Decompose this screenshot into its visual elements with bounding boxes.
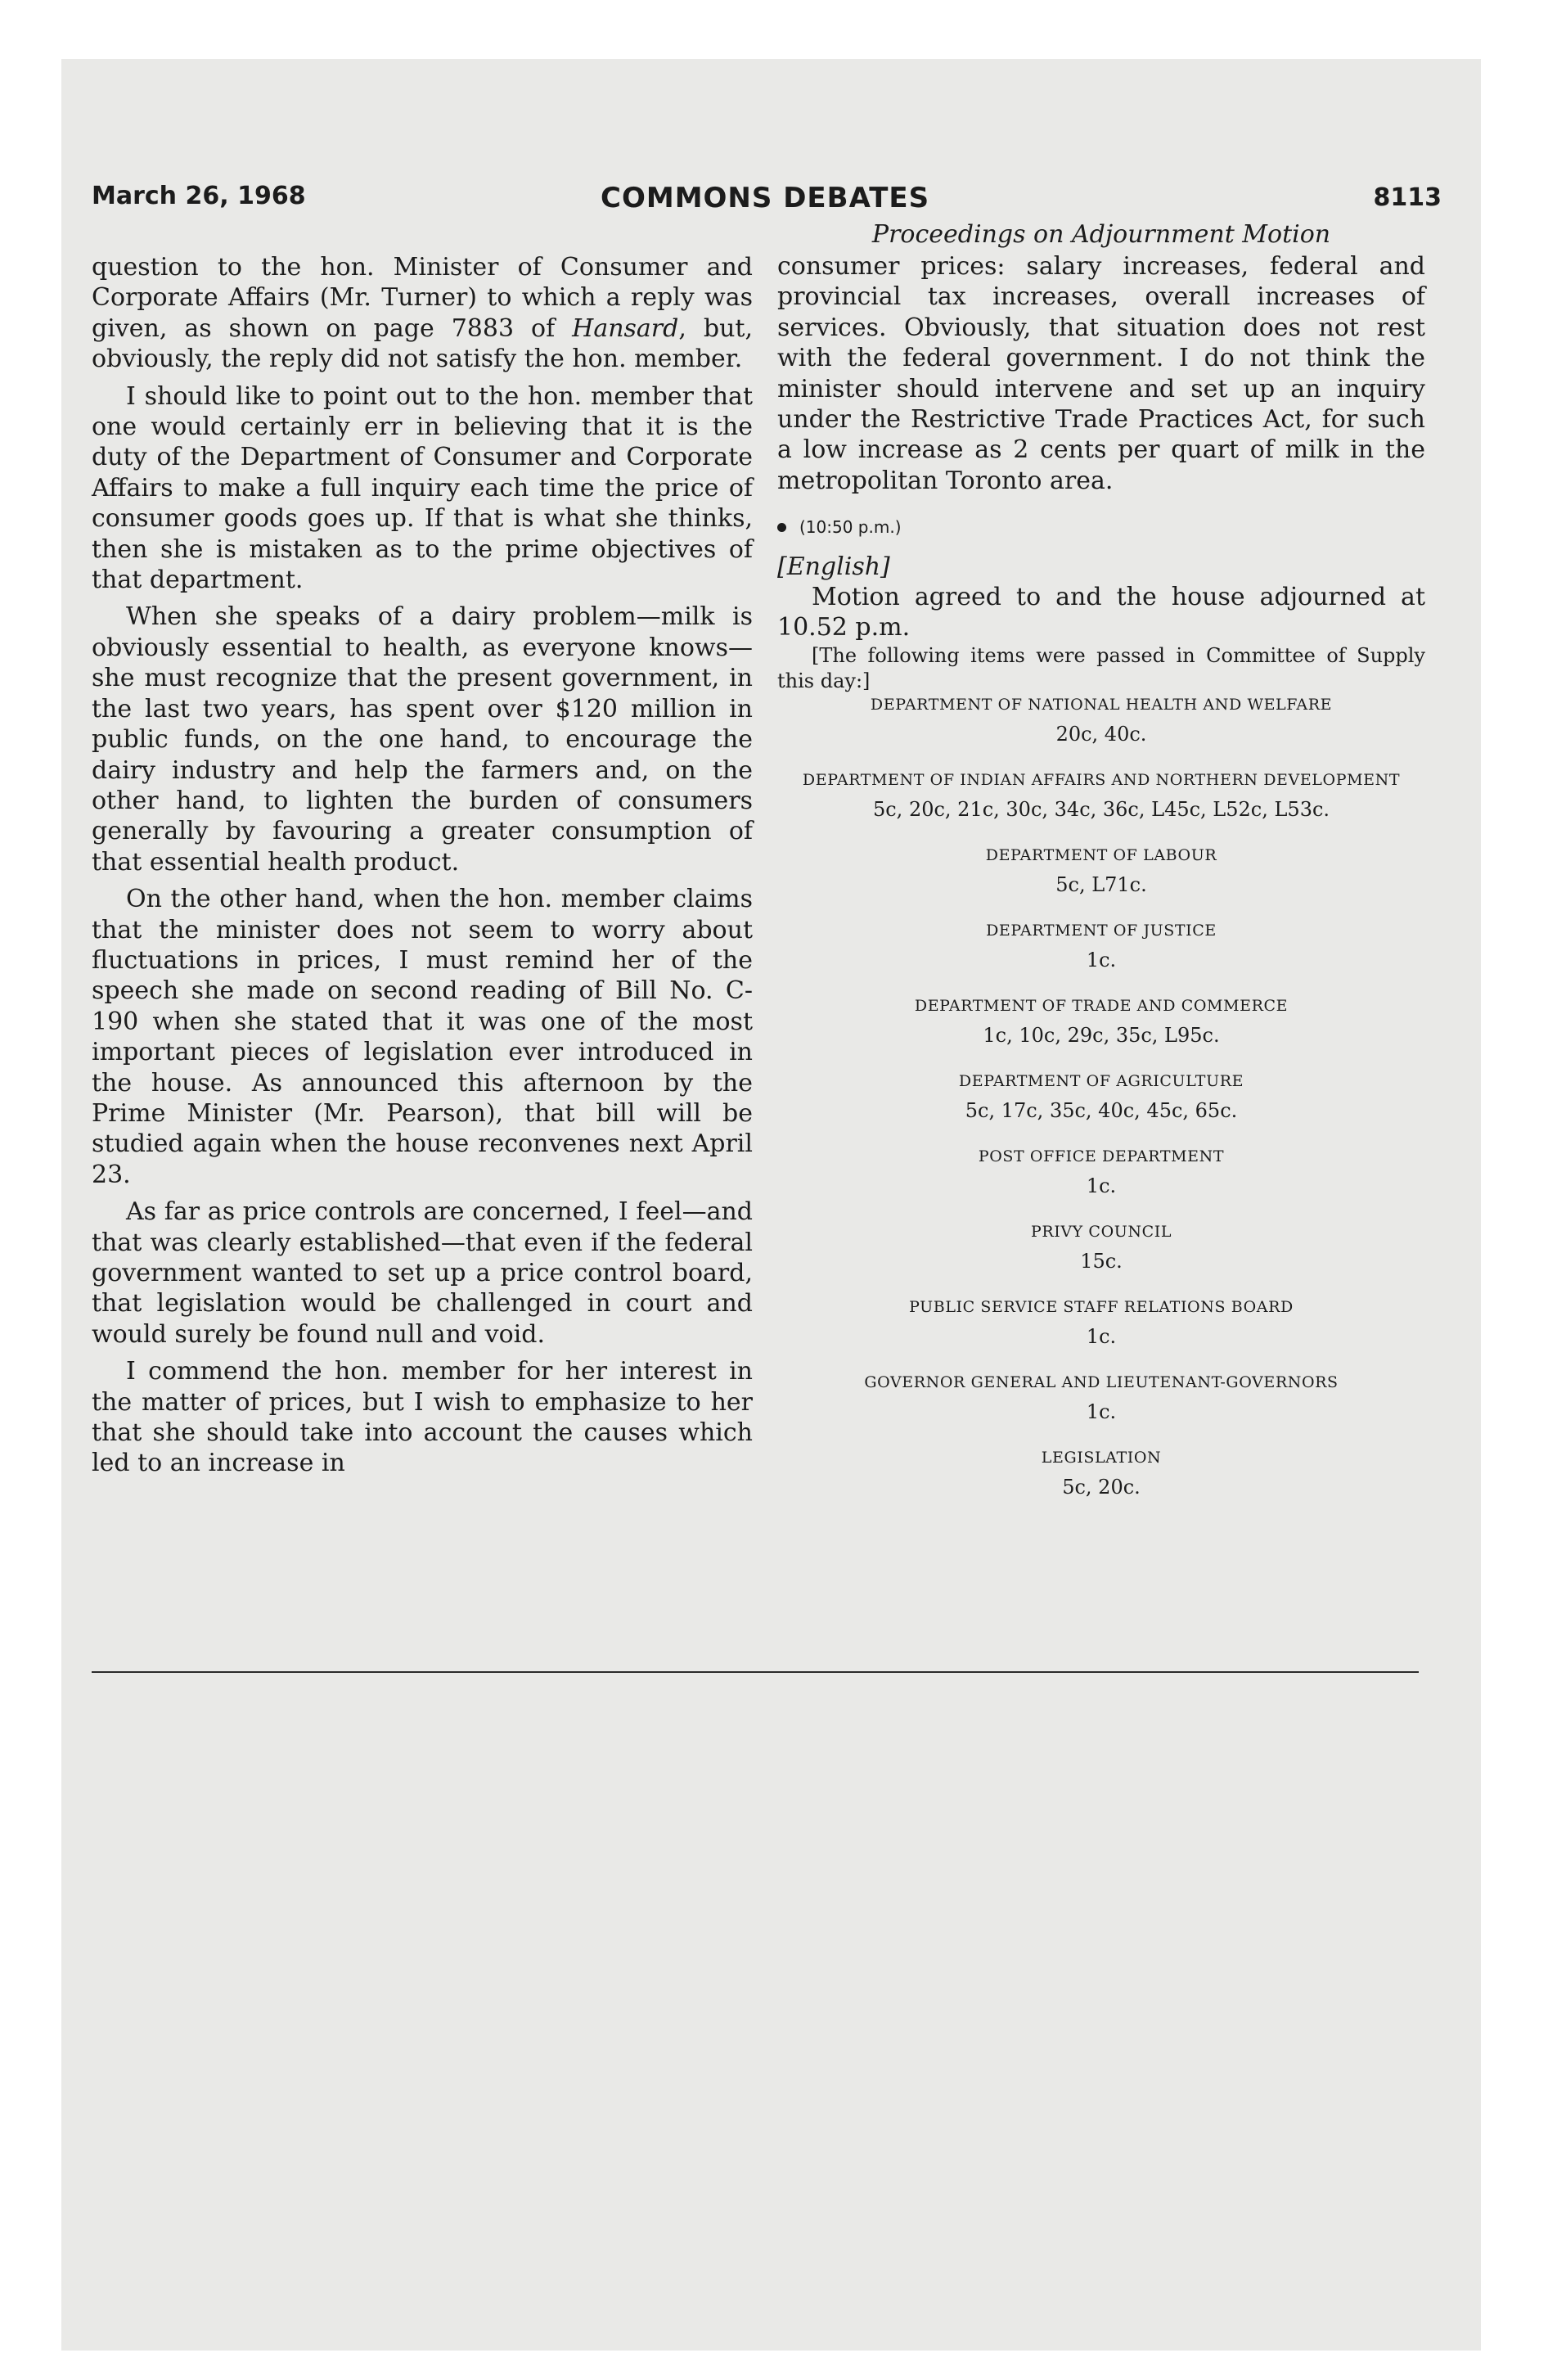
time-text: (10:50 p.m.)	[799, 517, 902, 538]
department-entry	[777, 920, 1425, 974]
department-name: DEPARTMENT OF NATIONAL HEALTH AND WELFARE	[870, 695, 1333, 714]
department-list	[777, 694, 1425, 1501]
bottom-rule	[92, 1671, 1419, 1673]
page-header	[92, 182, 1442, 223]
adjournment-note: Motion agreed to and the house adjourned at 10.52 p.m.	[777, 583, 1425, 642]
department-entry	[777, 694, 1425, 748]
department-items: 15c.	[1080, 1249, 1123, 1273]
department-items: 5c, 17c, 35c, 40c, 45c, 65c.	[965, 1098, 1238, 1122]
department-items: 1c.	[1086, 1324, 1117, 1348]
department-name: LEGISLATION	[1041, 1448, 1162, 1467]
department-items: 1c, 10c, 29c, 35c, L95c.	[983, 1023, 1220, 1047]
language-tag: [English]	[777, 552, 890, 581]
paragraph: I commend the hon. member for her interest in the matter of prices, but I wish to emphasize to her that she should take into account the causes which led to an increase in	[92, 1357, 753, 1478]
department-items: 5c, L71c.	[1055, 872, 1147, 896]
paragraph: As far as price controls are concerned, I feel—and that was clearly established—that even if the federal government wanted to set up a price control board, that legislation would be challenged in court and would surely be found null and void.	[92, 1197, 753, 1349]
department-items: 20c, 40c.	[1055, 722, 1147, 746]
department-entry	[777, 1447, 1425, 1501]
department-items: 5c, 20c, 21c, 30c, 34c, 36c, L45c, L52c, L53c.	[872, 797, 1330, 821]
department-name: DEPARTMENT OF INDIAN AFFAIRS AND NORTHERN DEVELOPMENT	[802, 770, 1401, 789]
hansard-italic: Hansard	[572, 313, 679, 343]
department-items: 1c.	[1086, 1174, 1117, 1197]
department-name: DEPARTMENT OF LABOUR	[985, 845, 1217, 864]
right-column	[777, 219, 1425, 1522]
paragraph: When she speaks of a dairy problem—milk is obviously essential to health, as everyone knows—she must recognize that the present government, in the last two years, has spent over $120 million in public funds, on the one hand, to encourage the dairy industry and help the farmers and, on the other hand, to lighten the burden of consumers generally by favouring a greater consumption of that essential health product.	[92, 602, 753, 877]
department-items: 1c.	[1086, 948, 1117, 971]
paragraph: I should like to point out to the hon. member that one would certainly err in believing that it is the duty of the Department of Consumer and Corporate Affairs to make a full inquiry each time the price of consumer goods goes up. If that is what she thinks, then she is mistaken as to the prime objectives of that department.	[92, 381, 753, 595]
department-entry	[777, 1221, 1425, 1275]
supply-note: [The following items were passed in Committee of Supply this day:]	[777, 643, 1425, 692]
department-entry	[777, 1296, 1425, 1350]
paragraph: question to the hon. Minister of Consumer and Corporate Affairs (Mr. Turner) to which a reply was given, as shown on page 7883 of Hansard, but, obviously, the reply did not satisfy the hon. member.	[92, 253, 753, 374]
department-items: 5c, 20c.	[1062, 1475, 1141, 1499]
department-name: DEPARTMENT OF AGRICULTURE	[958, 1071, 1244, 1090]
department-items: 1c.	[1086, 1400, 1117, 1423]
department-entry	[777, 1146, 1425, 1200]
department-entry	[777, 769, 1425, 823]
paragraph: consumer prices: salary increases, federal and provincial tax increases, overall increases of services. Obviously, that situation does not rest with the federal government. I do not think the minister should intervene and set up an inquiry under the Restrictive Trade Practices Act, for such a low increase as 2 cents per quart of milk in the metropolitan Toronto area.	[777, 252, 1425, 495]
header-title: COMMONS DEBATES	[601, 182, 930, 214]
department-name: PRIVY COUNCIL	[1030, 1222, 1172, 1241]
department-name: GOVERNOR GENERAL AND LIEUTENANT-GOVERNORS	[864, 1373, 1339, 1391]
header-page-number: 8113	[1373, 183, 1442, 212]
bullet-dot-icon	[777, 523, 786, 532]
department-entry	[777, 845, 1425, 899]
department-name: PUBLIC SERVICE STAFF RELATIONS BOARD	[909, 1297, 1294, 1316]
department-entry	[777, 1071, 1425, 1125]
paragraph: On the other hand, when the hon. member claims that the minister does not seem to worry about fluctuations in prices, I must remind her of the speech she made on second reading of Bill No. C-190 when she stated that it was one of the most important pieces of legislation ever introduced in the house. As announced this afternoon by the Prime Minister (Mr. Pearson), that bill will be studied again when the house reconvenes next April 23.	[92, 885, 753, 1189]
header-date: March 26, 1968	[92, 182, 306, 210]
department-name: DEPARTMENT OF TRADE AND COMMERCE	[914, 996, 1289, 1015]
department-name: POST OFFICE DEPARTMENT	[978, 1147, 1225, 1165]
time-stamp	[777, 512, 1425, 543]
section-subheading: Proceedings on Adjournment Motion	[871, 220, 1331, 249]
department-entry	[777, 995, 1425, 1049]
left-column	[92, 252, 753, 1485]
department-entry	[777, 1372, 1425, 1426]
department-name: DEPARTMENT OF JUSTICE	[986, 921, 1217, 940]
